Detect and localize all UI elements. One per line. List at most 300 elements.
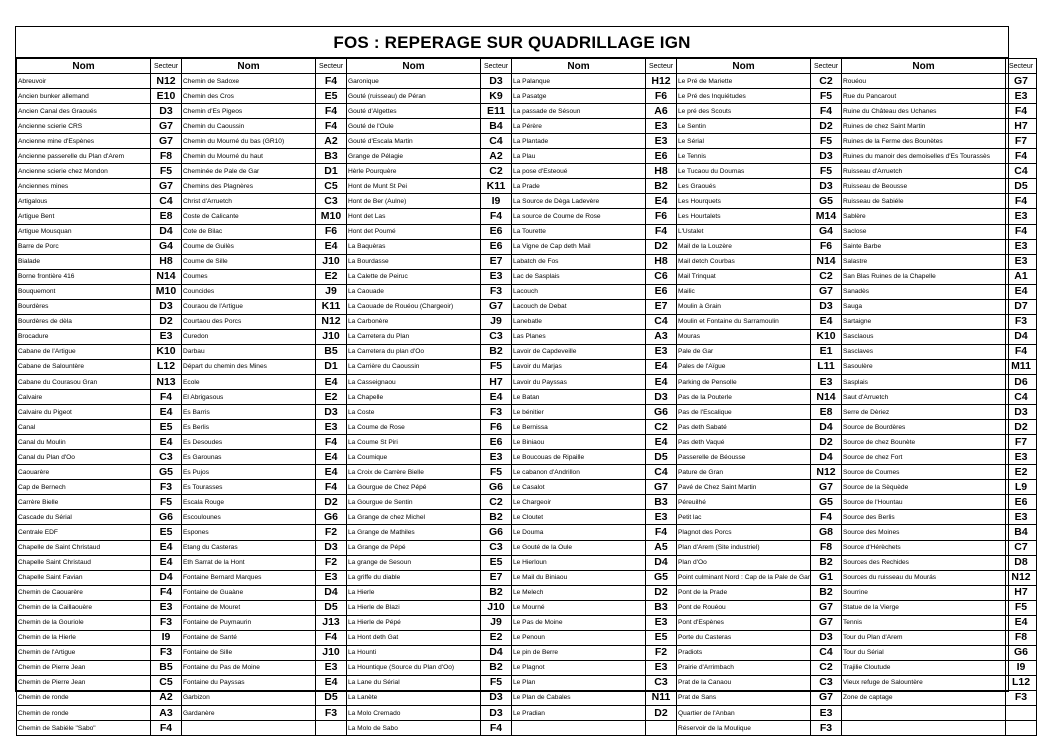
sector-cell: E6 (481, 224, 512, 239)
place-name-cell: Lacouch (512, 284, 646, 299)
place-name-cell: La Carrière du Caoussin (347, 359, 481, 374)
place-name-cell: Fontaine du Payssas (182, 675, 316, 690)
sector-cell: N11 (646, 690, 677, 705)
place-name-cell: Le Tucaou du Doumas (677, 164, 811, 179)
table-row (17, 224, 1037, 239)
header-name: Nom (677, 59, 811, 74)
place-name-cell: Mailic (677, 284, 811, 299)
sector-cell: C7 (1006, 540, 1037, 555)
sector-cell: E7 (481, 570, 512, 585)
place-name-cell: Coume de Sille (182, 254, 316, 269)
place-name-cell: Le Biniaou (512, 435, 646, 450)
sector-cell: F4 (1006, 149, 1037, 164)
place-name-cell: La Lane du Sérial (347, 675, 481, 690)
place-name-cell: Ancienne scierie chez Mondon (17, 164, 151, 179)
place-name-cell: Le Cloutet (512, 510, 646, 525)
table-row (17, 405, 1037, 420)
sector-cell: F5 (811, 134, 842, 149)
place-name-cell: La pose d'Esteoué (512, 164, 646, 179)
sector-cell: F5 (481, 465, 512, 480)
table-row (17, 329, 1037, 344)
table-row (17, 585, 1037, 600)
place-name-cell: Mail Trinquat (677, 269, 811, 284)
sector-cell: G7 (151, 134, 182, 149)
header-row (17, 59, 1037, 74)
sector-cell: E3 (1006, 209, 1037, 224)
sector-cell: C6 (646, 269, 677, 284)
sector-cell: J9 (481, 615, 512, 630)
table-row (17, 149, 1037, 164)
table-row (17, 555, 1037, 570)
place-name-cell: Curedon (182, 329, 316, 344)
sector-cell: G8 (811, 525, 842, 540)
header-sector: Secteur (1006, 59, 1037, 74)
sector-cell: D3 (151, 104, 182, 119)
place-name-cell: Le Boucouas de Ripaille (512, 450, 646, 465)
table-row (17, 495, 1037, 510)
sector-cell: E4 (151, 405, 182, 420)
sector-cell: F5 (811, 89, 842, 104)
place-name-cell: Chemin de l'Artigue (17, 645, 151, 660)
table-row (17, 254, 1037, 269)
place-name-cell: Anciennes mines (17, 179, 151, 194)
sector-cell: C3 (481, 540, 512, 555)
place-name-cell: Centrale EDF (17, 525, 151, 540)
sector-cell: J10 (316, 329, 347, 344)
place-name-cell: Fontaine de Santé (182, 630, 316, 645)
place-name-cell: Pont de Rouéou (677, 600, 811, 615)
place-name-cell: Sablère (842, 209, 1006, 224)
sector-cell: A2 (481, 149, 512, 164)
place-name-cell: La Gourgue de Sentin (347, 495, 481, 510)
table-row (17, 630, 1037, 645)
place-name-cell: Sanadès (842, 284, 1006, 299)
place-name-cell: Chemin de ronde (17, 706, 151, 721)
sector-cell (646, 721, 677, 736)
sector-cell: E8 (151, 209, 182, 224)
sector-cell: E4 (646, 359, 677, 374)
place-name-cell: Réservoir de la Moulique (677, 721, 811, 736)
place-name-cell: Trajilie Cloutude (842, 660, 1006, 675)
sector-cell: J9 (316, 284, 347, 299)
place-name-cell: Eth Sarrat de la Hont (182, 555, 316, 570)
place-name-cell: Chemin du Caoussin (182, 119, 316, 134)
sector-cell: E2 (316, 269, 347, 284)
sector-cell: D4 (1006, 329, 1037, 344)
place-name-cell: La Plantade (512, 134, 646, 149)
place-name-cell: Sasplais (842, 374, 1006, 389)
place-name-cell: La Coume de Rose (347, 420, 481, 435)
place-name-cell: Coumes (182, 269, 316, 284)
place-name-cell: La Calette de Peiruc (347, 269, 481, 284)
sector-cell: G4 (151, 239, 182, 254)
place-name-cell: Canal du Plan d'Oo (17, 450, 151, 465)
sector-cell: E3 (646, 119, 677, 134)
place-name-cell: La Source de Dèga Ladevère (512, 194, 646, 209)
place-name-cell: Source de Coumes (842, 465, 1006, 480)
sector-cell: E6 (646, 284, 677, 299)
place-name-cell: Saut d'Arruetch (842, 390, 1006, 405)
sector-cell: H12 (646, 74, 677, 89)
sector-cell: E3 (316, 660, 347, 675)
sector-cell: E6 (481, 435, 512, 450)
place-name-cell: Gouté d'Algettes (347, 104, 481, 119)
table-row (17, 525, 1037, 540)
place-name-cell: Pas de l'Escalique (677, 405, 811, 420)
place-name-cell (512, 721, 646, 736)
sector-cell: G6 (481, 525, 512, 540)
sector-cell: F5 (151, 164, 182, 179)
sector-cell: F4 (316, 630, 347, 645)
place-name-cell: Cascade du Sérial (17, 510, 151, 525)
place-name-cell: La Plau (512, 149, 646, 164)
place-name-cell: Chemin de la Gouriole (17, 615, 151, 630)
place-name-cell: Lavoir du Marjas (512, 359, 646, 374)
place-name-cell: Le Pas de Moine (512, 615, 646, 630)
place-name-cell: Escala Rouge (182, 495, 316, 510)
sector-cell: C5 (151, 675, 182, 690)
place-name-cell: Garbizon (182, 690, 316, 705)
sector-cell: E3 (1006, 510, 1037, 525)
place-name-cell: Le Pré de Mariette (677, 74, 811, 89)
place-name-cell: Abreuvoir (17, 74, 151, 89)
sector-cell: N12 (811, 465, 842, 480)
sector-cell: E10 (151, 89, 182, 104)
table-row (17, 194, 1037, 209)
place-name-cell: Bialade (17, 254, 151, 269)
sector-cell: D3 (151, 299, 182, 314)
header-name: Nom (347, 59, 481, 74)
sector-cell: G6 (316, 510, 347, 525)
sector-cell: D3 (811, 149, 842, 164)
place-name-cell: La Carretera du Plan (347, 329, 481, 344)
table-row (17, 721, 1037, 736)
place-name-cell: Ruisseau de Sabiéle (842, 194, 1006, 209)
place-name-cell: La Palanque (512, 74, 646, 89)
place-name-cell: Hont de Munt St Pei (347, 179, 481, 194)
sector-cell: M10 (151, 284, 182, 299)
place-name-cell: Darbau (182, 344, 316, 359)
place-name-cell: Fontaine de Puymaurin (182, 615, 316, 630)
table-row (17, 344, 1037, 359)
place-name-cell: Es Berlis (182, 420, 316, 435)
place-name-cell: Ancien Canal des Graoués (17, 104, 151, 119)
table-row (17, 540, 1037, 555)
place-name-cell: Fontaine de Guaàne (182, 585, 316, 600)
place-name-cell: Chemin de la Caillaouère (17, 600, 151, 615)
sector-cell: E4 (316, 675, 347, 690)
sector-cell: B3 (646, 600, 677, 615)
place-name-cell: Grange de Pélagie (347, 149, 481, 164)
place-name-cell: Le Mourné (512, 600, 646, 615)
place-name-cell: Pont de la Prade (677, 585, 811, 600)
sector-cell: B4 (1006, 525, 1037, 540)
place-name-cell: Fontaine Bernard Marques (182, 570, 316, 585)
place-name-cell: Le pré des Scouts (677, 104, 811, 119)
sector-cell: E11 (481, 104, 512, 119)
place-name-cell: Ancienne mine d'Espènes (17, 134, 151, 149)
place-name-cell: Source de chez Fort (842, 450, 1006, 465)
sector-cell: C4 (646, 314, 677, 329)
place-name-cell: Mouras (677, 329, 811, 344)
sector-cell: F4 (646, 525, 677, 540)
sector-cell: L11 (811, 359, 842, 374)
place-name-cell: Cabane de l'Artigue (17, 344, 151, 359)
sector-cell: B4 (481, 119, 512, 134)
place-name-cell: La Prade (512, 179, 646, 194)
header-sector: Secteur (316, 59, 347, 74)
sector-cell: D2 (646, 706, 677, 721)
place-name-cell: Prat de la Canaou (677, 675, 811, 690)
place-name-cell: Source des Moines (842, 525, 1006, 540)
sector-cell: D8 (1006, 555, 1037, 570)
sector-cell: F5 (811, 164, 842, 179)
table-row (17, 359, 1037, 374)
table-row (17, 450, 1037, 465)
sector-cell: E4 (316, 374, 347, 389)
place-name-cell: Pas de la Pouterle (677, 390, 811, 405)
sector-cell: E4 (481, 390, 512, 405)
place-name-cell: Chemin du Mourné du bas (GR10) (182, 134, 316, 149)
place-name-cell: Hont de Ber (Aulne) (347, 194, 481, 209)
sector-cell: E2 (1006, 465, 1037, 480)
table-row (17, 134, 1037, 149)
place-name-cell: Pas deth Sabaté (677, 420, 811, 435)
place-name-cell: La Grange de Mathiles (347, 525, 481, 540)
sector-cell: F3 (151, 480, 182, 495)
place-name-cell: La Croix de Carrère Bielle (347, 465, 481, 480)
place-name-cell: Chemins des Plagnères (182, 179, 316, 194)
table-row (17, 209, 1037, 224)
sector-cell: G7 (811, 480, 842, 495)
place-name-cell: Mail detch Courbas (677, 254, 811, 269)
place-name-cell: La Caouade de Rouéou (Chargeoir) (347, 299, 481, 314)
place-name-cell: La Coumique (347, 450, 481, 465)
place-name-cell: Le pin de Berre (512, 645, 646, 660)
place-name-cell: Pature de Gran (677, 465, 811, 480)
place-name-cell: Le Plagnot (512, 660, 646, 675)
sector-cell: F4 (151, 721, 182, 736)
table-row (17, 284, 1037, 299)
place-name-cell: La Grange de Pépé (347, 540, 481, 555)
sector-cell: D3 (811, 299, 842, 314)
sector-cell: G4 (811, 224, 842, 239)
table-row (17, 314, 1037, 329)
place-name-cell: Ancienne passerelle du Plan d'Arem (17, 149, 151, 164)
sector-cell: F6 (646, 89, 677, 104)
sector-cell: E6 (1006, 495, 1037, 510)
place-name-cell: Es Barris (182, 405, 316, 420)
sector-cell: C2 (811, 660, 842, 675)
place-name-cell: La Coume St Piri (347, 435, 481, 450)
place-name-cell (842, 721, 1006, 736)
sector-cell: D2 (646, 585, 677, 600)
table-row (17, 390, 1037, 405)
sector-cell: G7 (811, 690, 842, 705)
place-name-cell: Canal (17, 420, 151, 435)
place-name-cell (182, 721, 316, 736)
sector-cell: D2 (1006, 420, 1037, 435)
sector-cell: N14 (811, 254, 842, 269)
sector-cell: E3 (1006, 89, 1037, 104)
place-name-cell: Péreuilhé (677, 495, 811, 510)
place-name-cell: La Hierle (347, 585, 481, 600)
sector-cell: E5 (316, 89, 347, 104)
place-name-cell: Le Mail du Biniaou (512, 570, 646, 585)
sector-cell: B2 (481, 585, 512, 600)
sector-cell: N14 (151, 269, 182, 284)
table-row (17, 660, 1037, 675)
place-name-cell: La Carretera du plan d'Oo (347, 344, 481, 359)
place-name-cell: La Lanète (347, 690, 481, 705)
sector-cell: E4 (811, 314, 842, 329)
sector-cell: F3 (811, 721, 842, 736)
sector-cell: F5 (1006, 600, 1037, 615)
sector-cell: K9 (481, 89, 512, 104)
place-name-cell: Sources des Rechides (842, 555, 1006, 570)
header-sector: Secteur (481, 59, 512, 74)
place-name-cell: La Hountique (Source du Plan d'Oo) (347, 660, 481, 675)
sector-cell: G6 (481, 480, 512, 495)
sector-cell: N12 (1006, 570, 1037, 585)
place-name-cell: Bourdères de dèla (17, 314, 151, 329)
place-name-cell: Le Gouté de la Oule (512, 540, 646, 555)
sector-cell: D2 (811, 119, 842, 134)
place-name-cell: Chemin des Cros (182, 89, 316, 104)
sector-cell: D5 (316, 690, 347, 705)
sector-cell: A3 (646, 329, 677, 344)
table-row (17, 374, 1037, 389)
place-name-cell: La Pasatge (512, 89, 646, 104)
sector-cell: E5 (151, 420, 182, 435)
place-name-cell: Le bénitier (512, 405, 646, 420)
place-name-cell: Le Plan (512, 675, 646, 690)
sector-cell: E4 (316, 465, 347, 480)
sector-cell: C4 (481, 134, 512, 149)
place-name-cell: Sasclaves (842, 344, 1006, 359)
sector-cell: D4 (811, 450, 842, 465)
place-name-cell: Canal du Moulin (17, 435, 151, 450)
sector-cell: E6 (646, 149, 677, 164)
place-name-cell: Vieux refuge de Salountère (842, 675, 1006, 690)
sector-cell: C2 (481, 164, 512, 179)
sector-cell: F3 (1006, 690, 1037, 705)
place-name-cell: Serre de Dèriez (842, 405, 1006, 420)
place-name-cell: Le Bernissa (512, 420, 646, 435)
sector-cell: H8 (646, 164, 677, 179)
sector-cell: H8 (151, 254, 182, 269)
place-name-cell: Source de chez Bounète (842, 435, 1006, 450)
place-name-cell: Source de Bourdères (842, 420, 1006, 435)
sector-cell: A5 (646, 540, 677, 555)
sector-cell: E4 (646, 374, 677, 389)
sector-cell: C3 (811, 675, 842, 690)
sector-cell: B2 (811, 555, 842, 570)
place-name-cell: Le Sentin (677, 119, 811, 134)
table-row (17, 600, 1037, 615)
place-name-cell: Lavoir de Capdeveille (512, 344, 646, 359)
sector-cell: E4 (1006, 284, 1037, 299)
sector-cell: F7 (1006, 134, 1037, 149)
place-name-cell: Escoulounes (182, 510, 316, 525)
place-name-cell: Pas deth Vaqué (677, 435, 811, 450)
place-name-cell: Es Pujos (182, 465, 316, 480)
sector-cell (316, 721, 347, 736)
sector-cell: J9 (481, 314, 512, 329)
place-name-cell: Ruisseau de Beousse (842, 179, 1006, 194)
place-name-cell: La Tourette (512, 224, 646, 239)
sector-cell: G7 (811, 600, 842, 615)
sector-cell: E1 (811, 344, 842, 359)
sector-cell: D5 (1006, 179, 1037, 194)
sector-cell: B5 (316, 344, 347, 359)
place-name-cell: Artigue Mousquan (17, 224, 151, 239)
sector-cell: F8 (811, 540, 842, 555)
place-name-cell: La Gourgue de Chez Pépé (347, 480, 481, 495)
sector-cell: D3 (646, 390, 677, 405)
sector-cell: D3 (811, 179, 842, 194)
place-name-cell: Calvaire du Pigeot (17, 405, 151, 420)
sector-cell: D1 (316, 359, 347, 374)
place-name-cell: Chemin de ronde (17, 690, 151, 705)
sector-cell: I9 (481, 194, 512, 209)
place-name-cell: Gouté de l'Oule (347, 119, 481, 134)
place-name-cell: Prat de Sans (677, 690, 811, 705)
place-name-cell: Source de la Sèquède (842, 480, 1006, 495)
sector-cell: K10 (151, 344, 182, 359)
place-name-cell: Plan d'Oo (677, 555, 811, 570)
sector-cell: E4 (646, 194, 677, 209)
sector-cell (1006, 721, 1037, 736)
sector-cell: F5 (481, 359, 512, 374)
table-row (17, 645, 1037, 660)
sector-cell: D2 (151, 314, 182, 329)
sector-cell: C2 (646, 420, 677, 435)
sector-cell: C3 (646, 675, 677, 690)
table-row (17, 179, 1037, 194)
place-name-cell: Chemin de Caouarère (17, 585, 151, 600)
sector-cell: E4 (1006, 615, 1037, 630)
sector-cell: F2 (316, 525, 347, 540)
sector-cell: B2 (481, 510, 512, 525)
place-name-cell: La passade de Sésoun (512, 104, 646, 119)
sector-cell: D4 (481, 645, 512, 660)
place-name-cell: La Pérère (512, 119, 646, 134)
sector-cell: B2 (481, 660, 512, 675)
sector-cell: D1 (316, 164, 347, 179)
place-name-cell: La griffe du diable (347, 570, 481, 585)
sector-cell: C4 (646, 465, 677, 480)
sector-cell: M14 (811, 209, 842, 224)
sector-cell: E2 (481, 630, 512, 645)
place-name-cell: Le Chargeoir (512, 495, 646, 510)
place-name-cell: Moulin à Grain (677, 299, 811, 314)
table-row (17, 435, 1037, 450)
place-name-cell: Chapelle de Saint Christaud (17, 540, 151, 555)
sector-cell: E3 (646, 344, 677, 359)
sector-cell: F4 (151, 585, 182, 600)
place-name-cell: Plan d'Arem (Site industriel) (677, 540, 811, 555)
sector-cell: D3 (481, 74, 512, 89)
sector-cell: E7 (481, 254, 512, 269)
sector-cell: A6 (646, 104, 677, 119)
sector-cell: F4 (1006, 344, 1037, 359)
header-sector: Secteur (151, 59, 182, 74)
sector-cell: F4 (316, 104, 347, 119)
place-name-cell: Cabane du Courasou Gran (17, 374, 151, 389)
sector-cell: G7 (811, 615, 842, 630)
place-name-cell: Sartaigne (842, 314, 1006, 329)
